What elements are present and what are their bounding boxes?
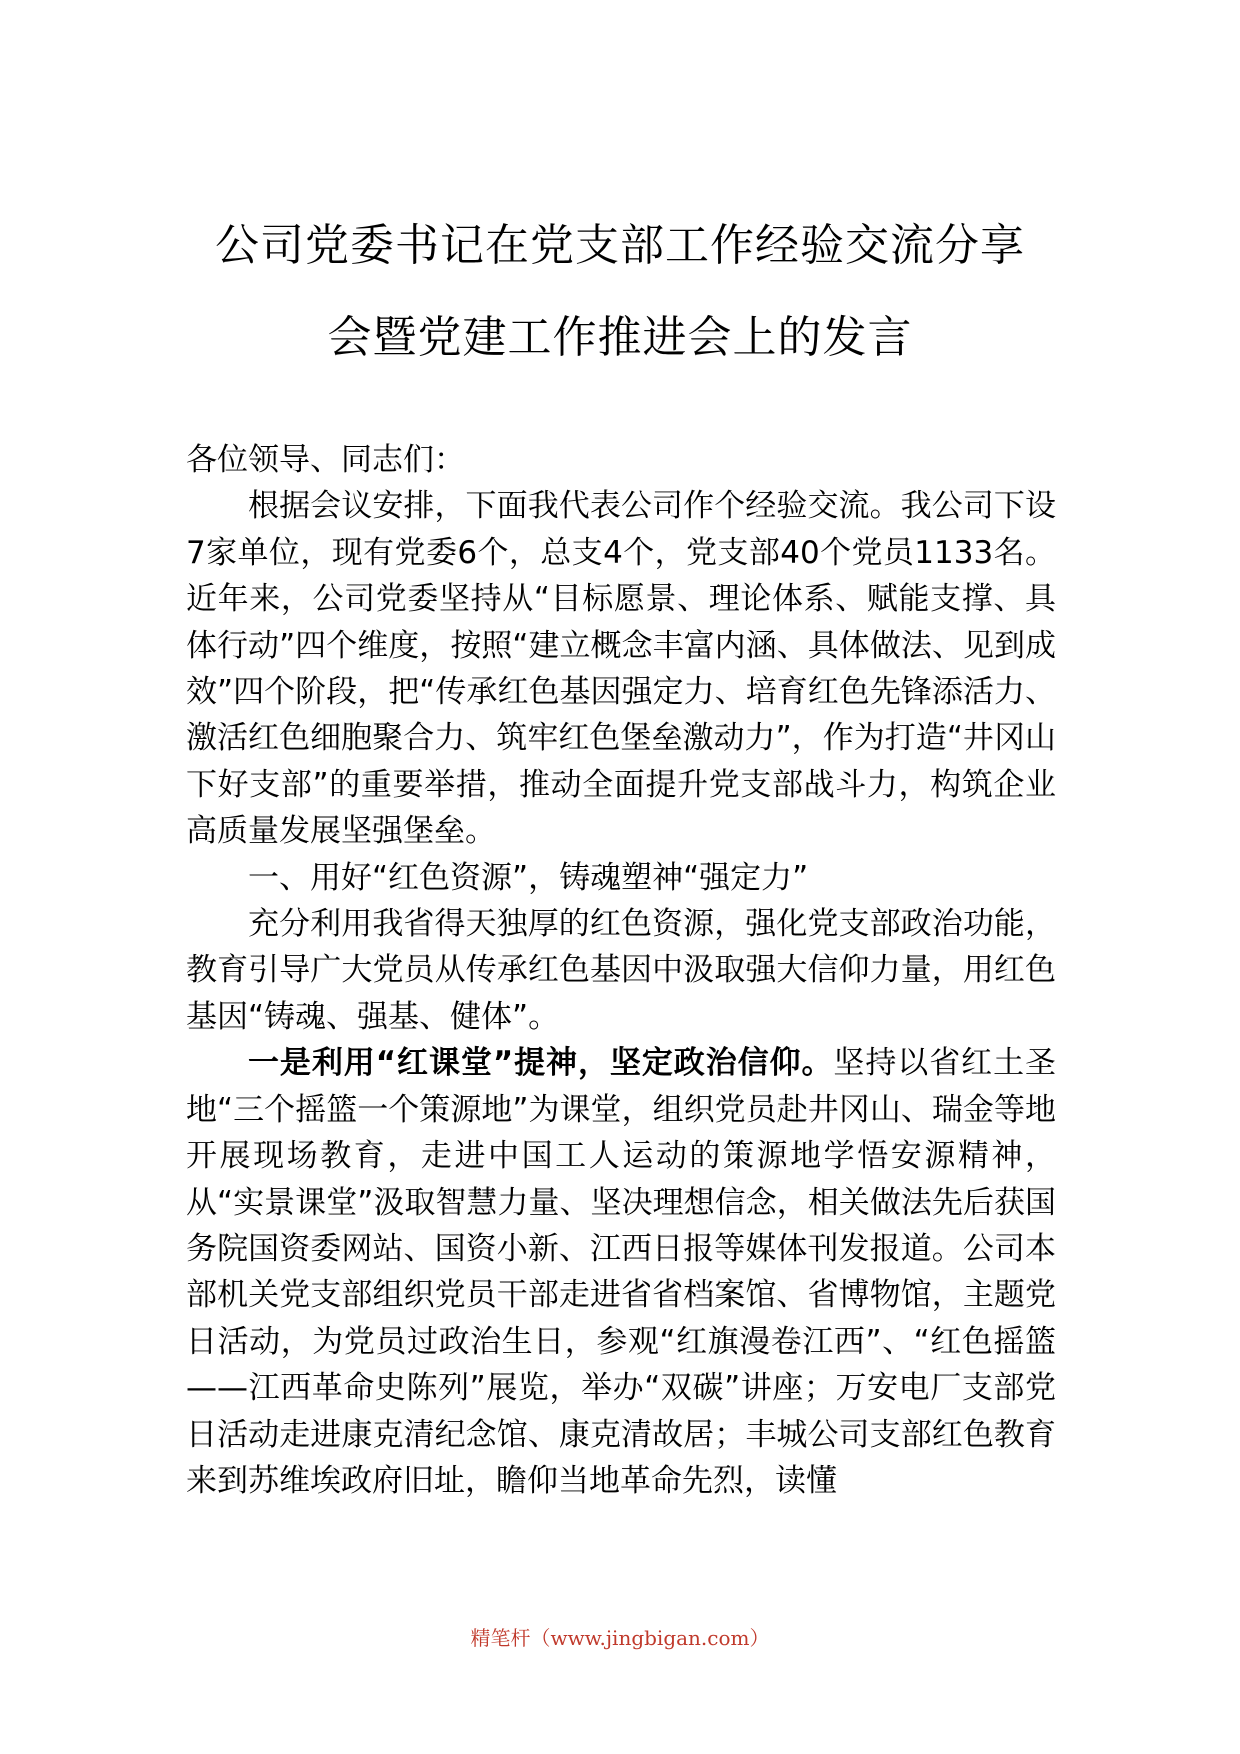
paragraph-section-1: 充分利用我省得天独厚的红色资源，强化党支部政治功能，教育引导广大党员从传承红色基因中汲取强大信仰力量，用红色基因“铸魂、强基、健体”。 [186,906,1056,1035]
footer-watermark: 精笔杆（www.jingbigan.com） [470,1626,770,1650]
salutation: 各位领导、同志们： [186,442,465,478]
title-line-1: 公司党委书记在党支部工作经验交流分享 [215,220,1025,271]
document-title [150,200,1090,384]
title-line-2: 会暨党建工作推进会上的发言 [327,312,913,363]
point-1-text: 坚持以省红土圣地“三个摇篮一个策源地”为课堂，组织党员赴井冈山、瑞金等地开展现场教育，走进中国工人运动的策源地学悟安源精神，从“实景课堂”汲取智慧力量、坚决理想信念，相关做法先后获国务院国资委网站、国资小新、江西日报等媒体刊发报道。公司本部机关党支部组织党员干部走进省省档案馆、省博物馆，主题党日活动，为党员过政治生日，参观“红旗漫卷江西”、“红色摇篮——江西革命史陈列”展览，举办“双碳”讲座；万安电厂支部党日活动走进康克清纪念馆、康克清故居；丰城公司支部红色教育来到苏维埃政府旧址，瞻仰当地革命先烈，读懂 [186,1045,1057,1499]
section-heading-1: 一、用好“红色资源”，铸魂塑神“强定力” [248,859,809,896]
paragraph-point-1 [186,1040,1056,1504]
document-body [186,437,1056,1504]
paragraph-intro: 根据会议安排，下面我代表公司作个经验交流。我公司下设7家单位，现有党委6个，总支4个，党支部40个党员1133名。近年来，公司党委坚持从“目标愿景、理论体系、赋能支撑、具体行动”四个维度，按照“建立概念丰富内涵、具体做法、见到成效”四个阶段，把“传承红色基因强定力、培育红色先锋添活力、激活红色细胞聚合力、筑牢红色堡垒激动力”，作为打造“井冈山下好支部”的重要举措，推动全面提升党支部战斗力，构筑企业高质量发展坚强堡垒。 [186,488,1056,850]
point-1-lead: 一是利用“红课堂”提神，坚定政治信仰。 [248,1045,834,1082]
